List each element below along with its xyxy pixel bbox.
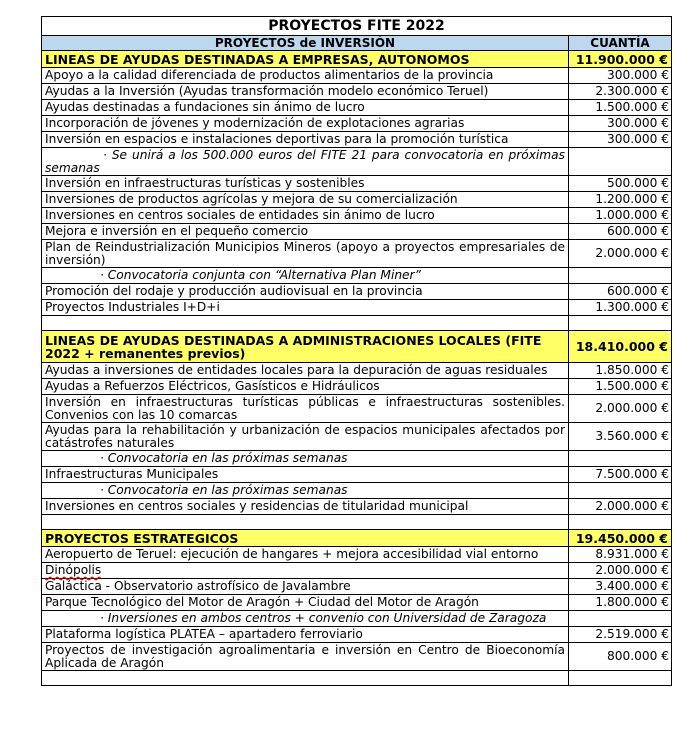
row-amount: 2.300.000 €	[569, 84, 672, 100]
row-text: Inversiones en centros sociales y residencias de titularidad municipal	[42, 499, 569, 515]
row-amount: 300.000 €	[569, 68, 672, 84]
table-row	[42, 595, 672, 611]
spacer-row	[42, 316, 672, 331]
row-text: Ayudas a la Inversión (Ayudas transformación modelo económico Teruel)	[42, 84, 569, 100]
row-amount: 2.000.000 €	[569, 499, 672, 515]
row-amount: 1.500.000 €	[569, 100, 672, 116]
row-text	[42, 563, 569, 579]
table-row	[42, 224, 672, 240]
row-amount: 1.850.000 €	[569, 363, 672, 379]
row-text: Apoyo a la calidad diferenciada de productos alimentarios de la provincia	[42, 68, 569, 84]
row-amount: 300.000 €	[569, 132, 672, 148]
table-row	[42, 284, 672, 300]
section-title: LINEAS DE AYUDAS DESTINADAS A ADMINISTRACIONES LOCALES (FITE 2022 + remanentes previos)	[42, 331, 569, 363]
row-amount	[569, 451, 672, 467]
row-amount: 3.560.000 €	[569, 423, 672, 451]
row-text: Galáctica - Observatorio astrofísico de Javalambre	[42, 579, 569, 595]
row-amount: 8.931.000 €	[569, 547, 672, 563]
row-amount: 600.000 €	[569, 224, 672, 240]
section-header-estrategicos	[42, 530, 672, 547]
table-row	[42, 300, 672, 316]
table-row	[42, 192, 672, 208]
table-row	[42, 643, 672, 671]
row-text: Inversión en infraestructuras turísticas y sostenibles	[42, 176, 569, 192]
table-title-row	[42, 17, 672, 36]
table-row	[42, 176, 672, 192]
row-text: Inversión en espacios e instalaciones deportivas para la promoción turística	[42, 132, 569, 148]
row-amount: 600.000 €	[569, 284, 672, 300]
row-note: · Inversiones en ambos centros + convenio con Universidad de Zaragoza	[42, 611, 569, 627]
table-row	[42, 100, 672, 116]
row-amount	[569, 483, 672, 499]
row-amount: 800.000 €	[569, 643, 672, 671]
row-text: Parque Tecnológico del Motor de Aragón + Ciudad del Motor de Aragón	[42, 595, 569, 611]
row-text: Promoción del rodaje y producción audiovisual en la provincia	[42, 284, 569, 300]
table-row	[42, 208, 672, 224]
section-header-empresas	[42, 51, 672, 68]
row-text: Plataforma logística PLATEA – apartadero ferroviario	[42, 627, 569, 643]
header-projects: PROYECTOS de INVERSIÓN	[42, 36, 569, 51]
section-amount: 11.900.000 €	[569, 51, 672, 68]
table-title: PROYECTOS FITE 2022	[42, 17, 672, 36]
row-text: Inversión en infraestructuras turísticas públicas e infraestructuras sostenibles. Convenios con las 10 comarcas	[42, 395, 569, 423]
table-row	[42, 499, 672, 515]
row-text: Ayudas para la rehabilitación y urbanización de espacios municipales afectados por catástrofes naturales	[42, 423, 569, 451]
row-amount: 1.200.000 €	[569, 192, 672, 208]
table-row	[42, 116, 672, 132]
table-row	[42, 579, 672, 595]
row-text: Inversiones de productos agrícolas y mejora de su comercialización	[42, 192, 569, 208]
row-note: · Convocatoria en las próximas semanas	[42, 451, 569, 467]
row-note: · Se unirá a los 500.000 euros del FITE 21 para convocatoria en próximas semanas	[42, 148, 569, 176]
table-row-note	[42, 451, 672, 467]
row-amount: 1.500.000 €	[569, 379, 672, 395]
table-row	[42, 84, 672, 100]
row-text: Proyectos de investigación agroalimentaria e inversión en Centro de Bioeconomía Aplicada de Aragón	[42, 643, 569, 671]
section-title: PROYECTOS ESTRATEGICOS	[42, 530, 569, 547]
row-text: Ayudas a Refuerzos Eléctricos, Gasísticos e Hidráulicos	[42, 379, 569, 395]
row-text-wavy: Dinópolis	[45, 563, 102, 577]
row-note: · Convocatoria conjunta con “Alternativa Plan Miner”	[42, 268, 569, 284]
row-amount	[569, 148, 672, 176]
table-row	[42, 395, 672, 423]
row-amount: 500.000 €	[569, 176, 672, 192]
table-row	[42, 563, 672, 579]
row-amount: 7.500.000 €	[569, 467, 672, 483]
row-text: Plan de Reindustrialización Municipios Mineros (apoyo a proyectos empresariales de inversión)	[42, 240, 569, 268]
row-amount: 2.000.000 €	[569, 240, 672, 268]
section-title: LINEAS DE AYUDAS DESTINADAS A EMPRESAS, AUTONOMOS	[42, 51, 569, 68]
row-amount: 2.000.000 €	[569, 563, 672, 579]
row-amount: 2.519.000 €	[569, 627, 672, 643]
table-row	[42, 547, 672, 563]
row-text: Aeropuerto de Teruel: ejecución de hangares + mejora accesibilidad vial entorno	[42, 547, 569, 563]
table-row-note	[42, 483, 672, 499]
row-amount	[569, 611, 672, 627]
row-text: Inversiones en centros sociales de entidades sin ánimo de lucro	[42, 208, 569, 224]
section-amount: 18.410.000 €	[569, 331, 672, 363]
row-text: Incorporación de jóvenes y modernización de explotaciones agrarias	[42, 116, 569, 132]
table-row	[42, 132, 672, 148]
row-text: Proyectos Industriales I+D+i	[42, 300, 569, 316]
row-amount: 1.000.000 €	[569, 208, 672, 224]
spacer-row	[42, 515, 672, 530]
row-text: Ayudas a inversiones de entidades locales para la depuración de aguas residuales	[42, 363, 569, 379]
row-amount: 1.300.000 €	[569, 300, 672, 316]
row-note: · Convocatoria en las próximas semanas	[42, 483, 569, 499]
column-header-row	[42, 36, 672, 51]
section-header-administraciones	[42, 331, 672, 363]
row-amount	[569, 268, 672, 284]
table-row	[42, 363, 672, 379]
spacer-row	[42, 671, 672, 686]
row-amount: 1.800.000 €	[569, 595, 672, 611]
row-amount: 2.000.000 €	[569, 395, 672, 423]
table-row	[42, 379, 672, 395]
fite-table-container	[41, 16, 671, 686]
table-row-note	[42, 268, 672, 284]
row-text: Infraestructuras Municipales	[42, 467, 569, 483]
table-row	[42, 423, 672, 451]
row-amount: 300.000 €	[569, 116, 672, 132]
section-amount: 19.450.000 €	[569, 530, 672, 547]
table-row-note	[42, 611, 672, 627]
header-amount: CUANTÍA	[569, 36, 672, 51]
table-row	[42, 68, 672, 84]
row-text: Mejora e inversión en el pequeño comercio	[42, 224, 569, 240]
row-amount: 3.400.000 €	[569, 579, 672, 595]
row-text: Ayudas destinadas a fundaciones sin ánimo de lucro	[42, 100, 569, 116]
table-row-note	[42, 148, 672, 176]
table-row	[42, 240, 672, 268]
table-row	[42, 467, 672, 483]
fite-projects-table	[41, 16, 672, 686]
table-row	[42, 627, 672, 643]
